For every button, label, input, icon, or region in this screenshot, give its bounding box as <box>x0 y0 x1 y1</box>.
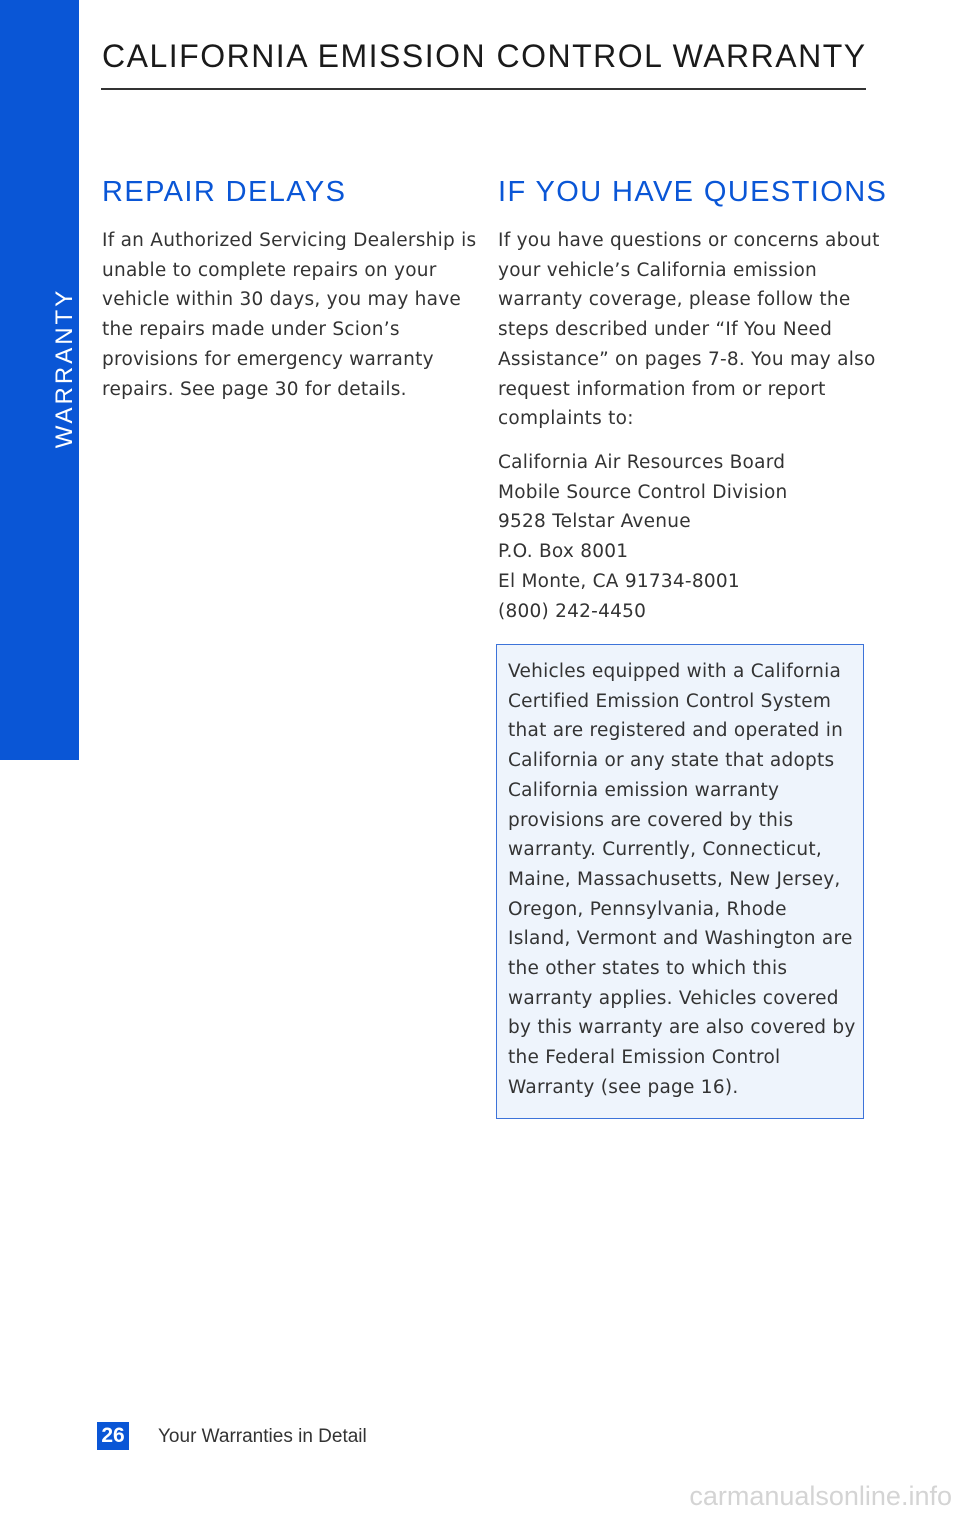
callout-line: that are registered and operated in <box>508 720 844 742</box>
callout-line: Maine, Massachusetts, New Jersey, <box>508 868 841 890</box>
callout-line: California or any state that adopts <box>508 750 835 772</box>
callout-line: warranty. Currently, Connecticut, <box>508 839 822 861</box>
address-line: California Air Resources Board <box>498 452 786 473</box>
paragraph-line: steps described under “If You Need <box>498 319 833 341</box>
side-tab-label: WARRANTY <box>51 287 78 449</box>
paragraph-line: Assistance” on pages 7-8. You may also <box>498 348 876 370</box>
repair-delays-paragraph <box>102 226 476 404</box>
callout-line: Vehicles equipped with a California <box>508 661 842 682</box>
paragraph-line: unable to complete repairs on your <box>102 259 437 281</box>
title-divider <box>101 88 866 90</box>
contact-address <box>498 448 788 626</box>
callout-line: Warranty (see page 16). <box>508 1076 739 1098</box>
address-line: Mobile Source Control Division <box>498 481 788 503</box>
phone-number: (800) 242-4450 <box>498 600 647 622</box>
watermark: carmanualsonline.info <box>689 1481 952 1511</box>
paragraph-line: If you have questions or concerns about <box>498 230 880 251</box>
paragraph-line: warranty coverage, please follow the <box>498 289 851 311</box>
questions-paragraph <box>498 226 880 434</box>
callout-line: warranty applies. Vehicles covered <box>508 987 839 1009</box>
footer-title: Your Warranties in Detail <box>158 1426 367 1447</box>
callout-line: the Federal Emission Control <box>508 1047 781 1069</box>
callout-paragraph <box>508 657 856 1103</box>
address-line: P.O. Box 8001 <box>498 541 629 563</box>
address-line: 9528 Telstar Avenue <box>498 511 691 533</box>
paragraph-line: provisions for emergency warranty <box>102 348 434 370</box>
callout-line: Oregon, Pennsylvania, Rhode <box>508 898 787 920</box>
callout-line: by this warranty are also covered by <box>508 1017 856 1039</box>
repair-delays-heading: REPAIR DELAYS <box>102 176 347 208</box>
callout-line: Certified Emission Control System <box>508 690 832 712</box>
callout-line: the other states to which this <box>508 958 788 980</box>
page-title: CALIFORNIA EMISSION CONTROL WARRANTY <box>102 38 867 74</box>
paragraph-line: repairs. See page 30 for details. <box>102 378 407 400</box>
paragraph-line: your vehicle’s California emission <box>498 259 817 281</box>
covered-states-callout <box>496 644 864 1119</box>
address-line: El Monte, CA 91734-8001 <box>498 570 740 592</box>
paragraph-line: request information from or report <box>498 378 826 400</box>
callout-line: Island, Vermont and Washington are <box>508 928 853 950</box>
paragraph-line: complaints to: <box>498 408 634 430</box>
paragraph-line: the repairs made under Scion’s <box>102 319 400 341</box>
callout-line: California emission warranty <box>508 779 780 801</box>
questions-heading: IF YOU HAVE QUESTIONS <box>498 176 888 208</box>
paragraph-line: If an Authorized Servicing Dealership is <box>102 230 477 251</box>
page-number: 26 <box>97 1422 129 1450</box>
paragraph-line: vehicle within 30 days, you may have <box>102 289 462 311</box>
callout-line: provisions are covered by this <box>508 809 794 831</box>
